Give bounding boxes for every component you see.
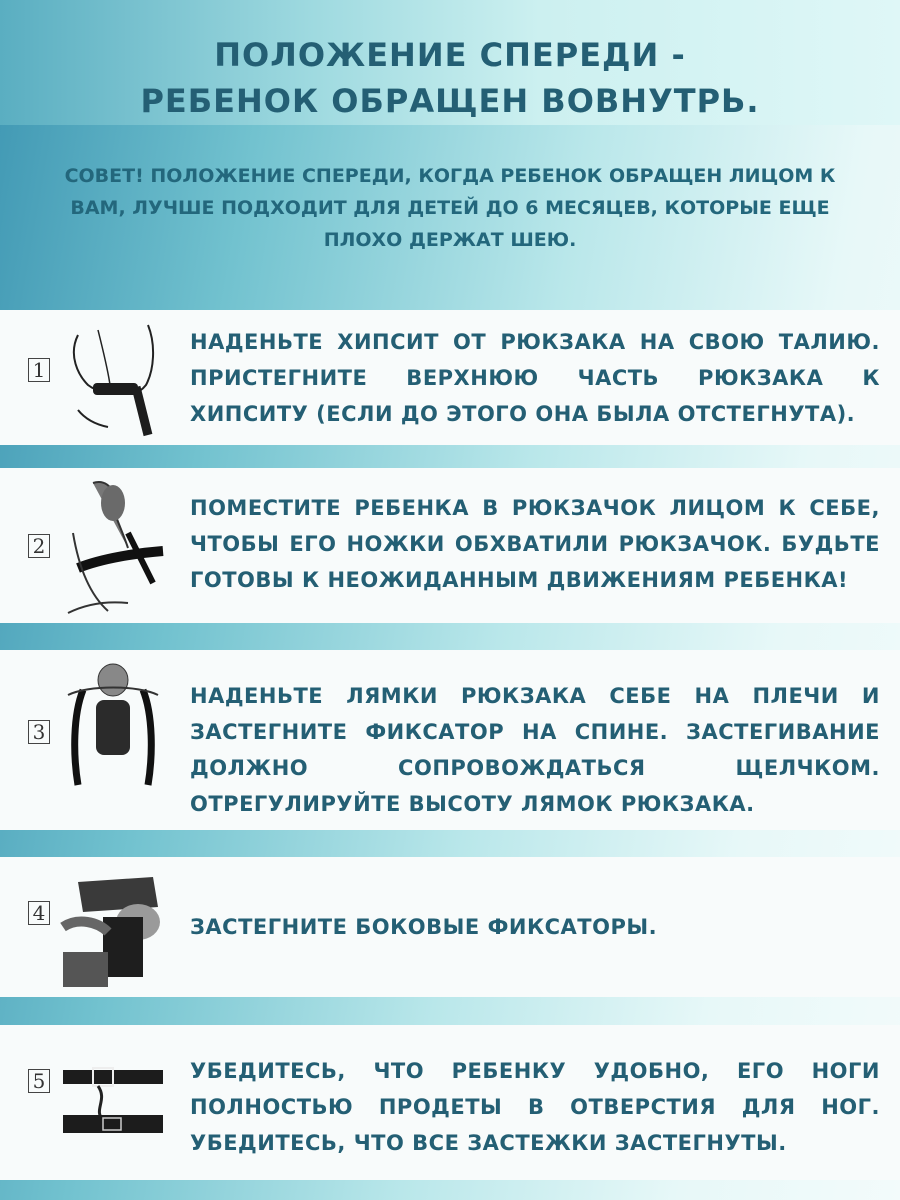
step-number-4: 4 <box>28 901 50 925</box>
step-card-2 <box>0 468 900 623</box>
step-card-4 <box>0 857 900 997</box>
step-number-3: 3 <box>28 720 50 744</box>
step-number-1: 1 <box>28 358 50 382</box>
page-title <box>0 32 900 124</box>
shoulder-straps-illustration <box>58 655 168 790</box>
step-number-2: 2 <box>28 534 50 558</box>
step-text-1: НАДЕНЬТЕ ХИПСИТ ОТ РЮКЗАКА НА СВОЮ ТАЛИЮ. ПРИСТЕГНИТЕ ВЕРХНЮЮ ЧАСТЬ РЮКЗАКА К ХИПСИТУ (ЕСЛИ ДО ЭТОГО ОНА БЫЛА ОТСТЕГНУТА). <box>190 330 880 426</box>
tip-text: СОВЕТ! ПОЛОЖЕНИЕ СПЕРЕДИ, КОГДА РЕБЕНОК ОБРАЩЕН ЛИЦОМ К ВАМ, ЛУЧШЕ ПОДХОДИТ ДЛЯ ДЕТЕЙ ДО 6 МЕСЯЦЕВ, КОТОРЫЕ ЕЩЕ ПЛОХО ДЕРЖАТ ШЕЮ. <box>64 165 836 251</box>
step-card-1 <box>0 310 900 445</box>
step-number-5: 5 <box>28 1069 50 1093</box>
step-text-2: ПОМЕСТИТЕ РЕБЕНКА В РЮКЗАЧОК ЛИЦОМ К СЕБЕ, ЧТОБЫ ЕГО НОЖКИ ОБХВАТИЛИ РЮКЗАЧОК. БУДЬТЕ ГОТОВЫ К НЕОЖИДАННЫМ ДВИЖЕНИЯМ РЕБЕНКА! <box>190 496 880 592</box>
baby-placement-illustration <box>58 473 173 618</box>
step-card-3 <box>0 650 900 830</box>
step-text-3: НАДЕНЬТЕ ЛЯМКИ РЮКЗАКА СЕБЕ НА ПЛЕЧИ И ЗАСТЕГНИТЕ ФИКСАТОР НА СПИНЕ. ЗАСТЕГИВАНИЕ ДОЛЖНО СОПРОВОЖДАТЬСЯ ЩЕЛЧКОМ. ОТРЕГУЛИРУЙТЕ ВЫСОТУ ЛЯМОК РЮКЗАКА. <box>190 684 880 816</box>
step-text-5: УБЕДИТЕСЬ, ЧТО РЕБЕНКУ УДОБНО, ЕГО НОГИ ПОЛНОСТЬЮ ПРОДЕТЫ В ОТВЕРСТИЯ ДЛЯ НОГ. УБЕДИТЕСЬ, ЧТО ВСЕ ЗАСТЕЖКИ ЗАСТЕГНУТЫ. <box>190 1059 880 1155</box>
step-text-4: ЗАСТЕГНИТЕ БОКОВЫЕ ФИКСАТОРЫ. <box>190 915 658 939</box>
title-line-2: РЕБЕНОК ОБРАЩЕН ВОВНУТРЬ. <box>140 82 760 120</box>
buckles-check-illustration <box>58 1060 173 1145</box>
title-line-1: ПОЛОЖЕНИЕ СПЕРЕДИ - <box>214 36 686 74</box>
side-buckles-illustration <box>58 867 173 992</box>
hipseat-illustration <box>58 315 168 440</box>
step-card-5 <box>0 1025 900 1180</box>
